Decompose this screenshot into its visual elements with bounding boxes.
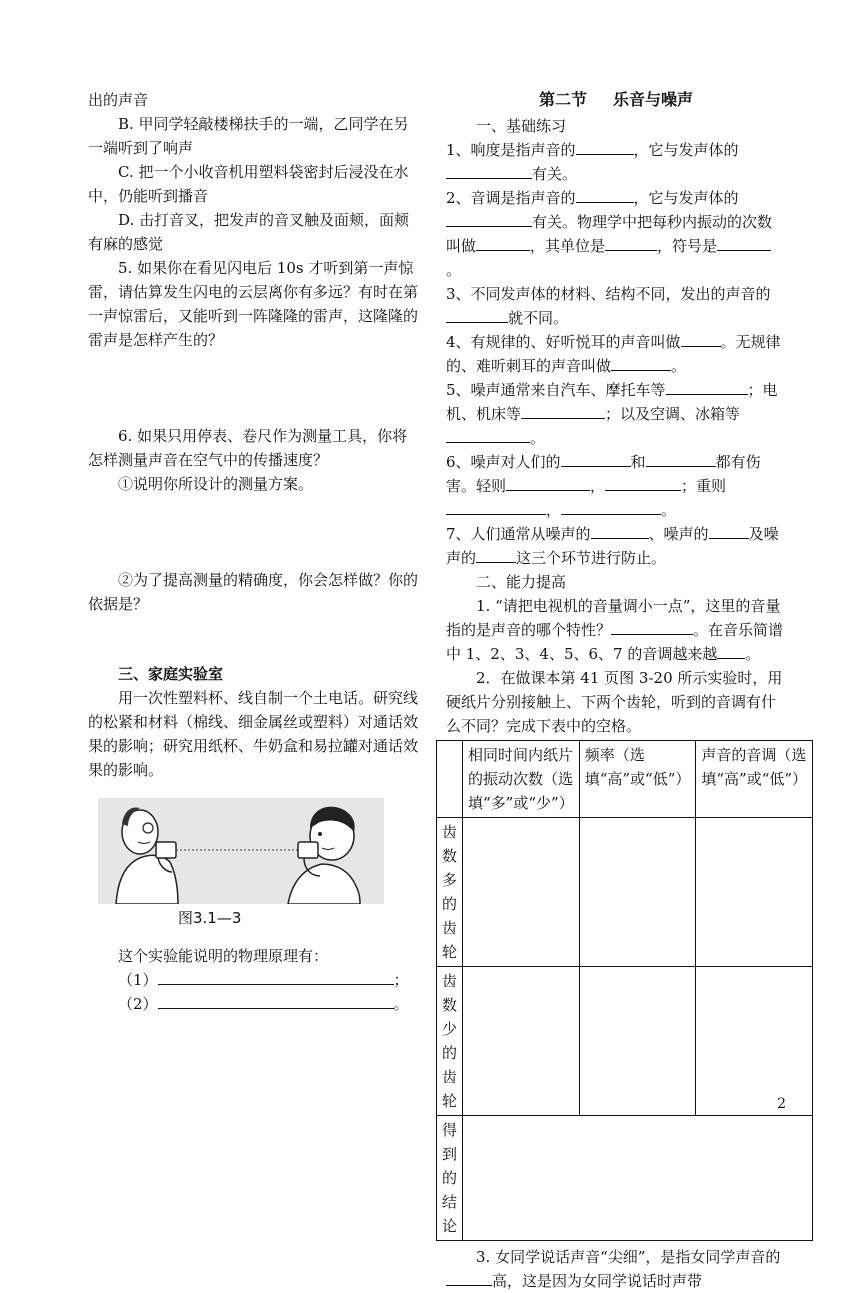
- table-row: [437, 1116, 813, 1241]
- q7-blank-3[interactable]: [476, 546, 516, 563]
- table-cell[interactable]: [696, 967, 813, 1116]
- a1-blank-1[interactable]: [611, 618, 693, 635]
- tin-can-telephone-figure: [98, 798, 384, 927]
- q2-blank-4[interactable]: [605, 234, 657, 251]
- q5-blank-3[interactable]: [446, 426, 530, 443]
- option-c: C. 把一个小收音机用塑料袋密封后浸没在水中，仍能听到播音: [88, 163, 409, 205]
- table-cell[interactable]: [579, 967, 696, 1116]
- question-6: 6. 如果只用停表、卷尺作为测量工具，你将怎样测量声音在空气中的传播速度？: [88, 427, 408, 469]
- left-column: [88, 88, 418, 1016]
- fill-q7: 7、人们通常从噪声的 、噪声的 及噪声的 这三个环节进行防止。: [446, 522, 786, 570]
- home-lab-heading: 三、家庭实验室: [118, 665, 224, 683]
- q2-blank-5[interactable]: [717, 234, 771, 251]
- ability-heading: 二、能力提高: [476, 573, 567, 591]
- fill-q3: 3、不同发声体的材料、结构不同，发出的声音的就不同。: [446, 285, 771, 327]
- option-d: D. 击打音叉，把发声的音叉触及面颊，面颊有麻的感觉: [88, 211, 410, 253]
- q7-blank-2[interactable]: [709, 522, 749, 539]
- question-5: 5. 如果你在看见闪电后 10s 才听到第一声惊雷，请估算发生闪电的云层离你有多远？有时在第一声惊雷后，又能听到一阵隆隆的雷声，这隆隆的雷声是怎样产生的？: [88, 259, 419, 349]
- table-corner-cell: [437, 741, 463, 818]
- q1-blank-2[interactable]: [446, 162, 532, 179]
- q4-blank-2[interactable]: [611, 354, 671, 371]
- fill-q6: 6、噪声对人们的 和 都有伤害。轻则 ， ；重则， 。: [446, 450, 786, 522]
- q4-blank-1[interactable]: [681, 330, 721, 347]
- table-row: [437, 967, 813, 1116]
- a1-blank-2[interactable]: [717, 642, 745, 659]
- fill-q5: 5、噪声通常来自汽车、摩托车等 ；电机、机床等 ；以及空调、冰箱等。: [446, 378, 786, 450]
- table-cell[interactable]: [696, 818, 813, 967]
- fill-q4: 4、有规律的、好听悦耳的声音叫做 。无规律的、难听刺耳的声音叫做 。: [446, 330, 786, 378]
- q5-blank-2[interactable]: [521, 402, 605, 419]
- ability-q3: 3. 女同学说话声音“尖细”，是指女同学声音的高，这是因为女同学说话时声带: [446, 1245, 786, 1293]
- page-number: 2: [777, 1096, 786, 1112]
- gear-table: [436, 740, 813, 1241]
- table-row: [437, 818, 813, 967]
- home-lab-text: 用一次性塑料杯、线自制一个土电话。研究线的松紧和材料（棉线、细金属丝或塑料）对通话效果的影响；研究用纸杯、牛奶盒和易拉罐对通话效果的影响。: [88, 689, 419, 779]
- q6-blank-3[interactable]: [506, 474, 590, 491]
- table-cell[interactable]: [463, 967, 580, 1116]
- ability-q2: 2．在做课本第 41 页图 3-20 所示实验时，用硬纸片分别接触上、下两个齿轮，听到的音调有什么不同？完成下表中的空格。: [446, 669, 783, 735]
- table-row-label: 齿数多的齿轮: [437, 818, 463, 967]
- principle-prompt: 这个实验能说明的物理原理有：: [118, 947, 329, 965]
- table-header-cell: 相同时间内纸片的振动次数（选填“多”或“少”）: [463, 741, 580, 818]
- figure-caption: 图3.1—3: [178, 909, 242, 927]
- right-column: [442, 88, 808, 1293]
- table-cell[interactable]: [579, 818, 696, 967]
- fill-q2: 2、音调是指声音的 ，它与发声体的有关。物理学中把每秒内振动的次数叫做 ，其单位是 ，符号是。: [446, 186, 786, 282]
- principle-2-blank[interactable]: [158, 992, 394, 1009]
- table-header-cell: 频率（选填“高”或“低”）: [579, 741, 696, 818]
- q2-blank-2[interactable]: [446, 210, 532, 227]
- q6-blank-2[interactable]: [646, 450, 716, 467]
- basic-practice-heading: 一、基础练习: [476, 117, 567, 135]
- q2-blank-1[interactable]: [576, 186, 634, 203]
- question-6-part-1: ①说明你所设计的测量方案。: [118, 475, 314, 493]
- option-b: B. 甲同学轻敲楼梯扶手的一端，乙同学在另一端听到了响声: [88, 115, 409, 157]
- q5-blank-1[interactable]: [666, 378, 748, 395]
- fill-q1: 1、响度是指声音的 ，它与发声体的有关。: [446, 138, 786, 186]
- ability-q1: 1. “请把电视机的音量调小一点”，这里的音量指的是声音的哪个特性？ 。在音乐简谱中 1、2、3、4、5、6、7 的音调越来越 。: [446, 597, 784, 663]
- principle-2: （2） 。: [88, 992, 418, 1016]
- q6-blank-4[interactable]: [605, 474, 681, 491]
- a3-blank[interactable]: [446, 1269, 492, 1286]
- table-header-row: [437, 741, 813, 818]
- q6-blank-5[interactable]: [446, 498, 546, 515]
- option-a-tail: 出的声音: [88, 91, 149, 109]
- section-title: 第二节 乐音与噪声: [538, 90, 694, 109]
- q2-blank-3[interactable]: [476, 234, 530, 251]
- q6-blank-6[interactable]: [561, 498, 661, 515]
- table-cell[interactable]: [463, 818, 580, 967]
- q1-blank-1[interactable]: [576, 138, 634, 155]
- tin-can-telephone-illustration: [98, 798, 384, 904]
- table-row-label: 齿数少的齿轮: [437, 967, 463, 1116]
- q7-blank-1[interactable]: [591, 522, 649, 539]
- conclusion-cell[interactable]: [463, 1116, 813, 1241]
- table-header-cell: 声音的音调（选填“高”或“低”）: [696, 741, 813, 818]
- q6-blank-1[interactable]: [561, 450, 631, 467]
- question-6-part-2: ②为了提高测量的精确度，你会怎样做？你的依据是？: [88, 571, 419, 613]
- principle-1: （1） ；: [88, 968, 418, 992]
- table-row-label: 得到的结论: [437, 1116, 463, 1241]
- principle-1-blank[interactable]: [158, 968, 394, 985]
- q3-blank[interactable]: [446, 306, 508, 323]
